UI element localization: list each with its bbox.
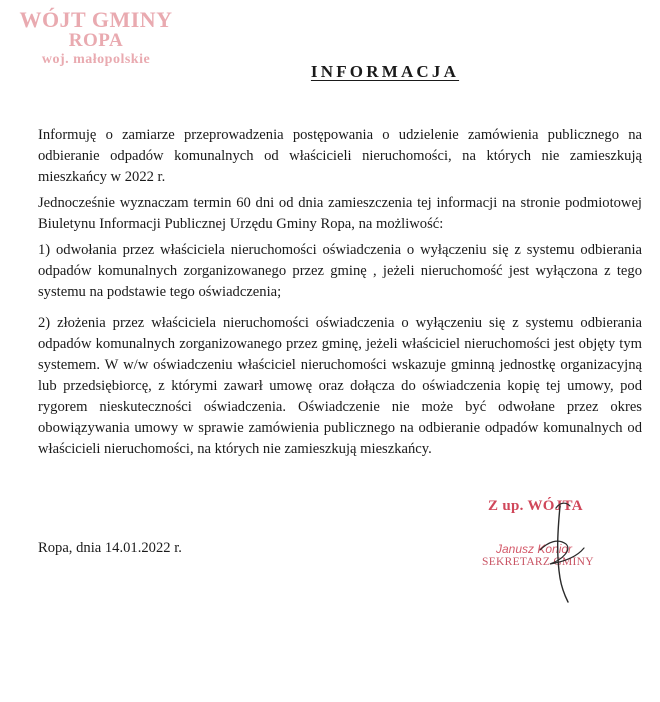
document-title-text: INFORMACJA — [310, 62, 460, 81]
paragraph-deadline: Jednocześnie wyznaczam termin 60 dni od dnia zamieszczenia tej informacji na stronie podmiotowej Biuletynu Informacji Publicznej Urzędu Gminy Ropa, na możliwość: — [38, 195, 642, 232]
signature-authority: Z up. WÓJTA — [488, 498, 583, 514]
stamp-line-3: woj. małopolskie — [41, 52, 151, 68]
signature-role: SEKRETARZ GMINY — [482, 556, 594, 568]
document-title — [0, 62, 660, 82]
paragraph-option-1: 1) odwołania przez właściciela nieruchomości oświadczenia o wyłączeniu się z systemu odbierania odpadów komunalnych zorganizowanego przez gminę , jeżeli nieruchomość jest wyłączona z tego systemu na podstawie tego oświadczenia; — [38, 242, 642, 300]
handwritten-signature-icon — [500, 498, 610, 603]
signature-block — [470, 498, 620, 608]
signature-name: Janusz Konior — [496, 542, 573, 556]
stamp-line-2: ROPA — [68, 30, 124, 52]
paragraph-intro: Informuję o zamiarze przeprowadzenia postępowania o udzielenie zamówienia publicznego na odbieranie odpadów komunalnych od właścicieli nieruchomości, na których nie zamieszkują mieszkańcy w 2022 r. — [38, 127, 642, 185]
paragraph-option-2: 2) złożenia przez właściciela nieruchomości oświadczenia o wyłączeniu się z systemu odbierania odpadów komunalnych zorganizowanego przez gminę, jeżeli właściciel nieruchomości jest objęty tym systemem. W w/w oświadczeniu właściciel nieruchomości wskazuje gminną jednostkę organizacyjną lub przedsiębiorcę, z którymi zawarł umowę oraz dołącza do oświadczenia kopię tej umowy, pod rygorem nieskuteczności oświadczenia. Oświadczenie nie może być odwołane przez okres obowiązywania umowy w sprawie zamówienia publicznego na odbieranie odpadów komunalnych od właścicieli nieruchomości, na których nie zamieszkują mieszkańcy. — [38, 315, 642, 457]
place-and-date: Ropa, dnia 14.01.2022 r. — [38, 540, 182, 556]
stamp-line-1: WÓJT GMINY — [19, 7, 173, 32]
office-stamp — [6, 8, 186, 68]
